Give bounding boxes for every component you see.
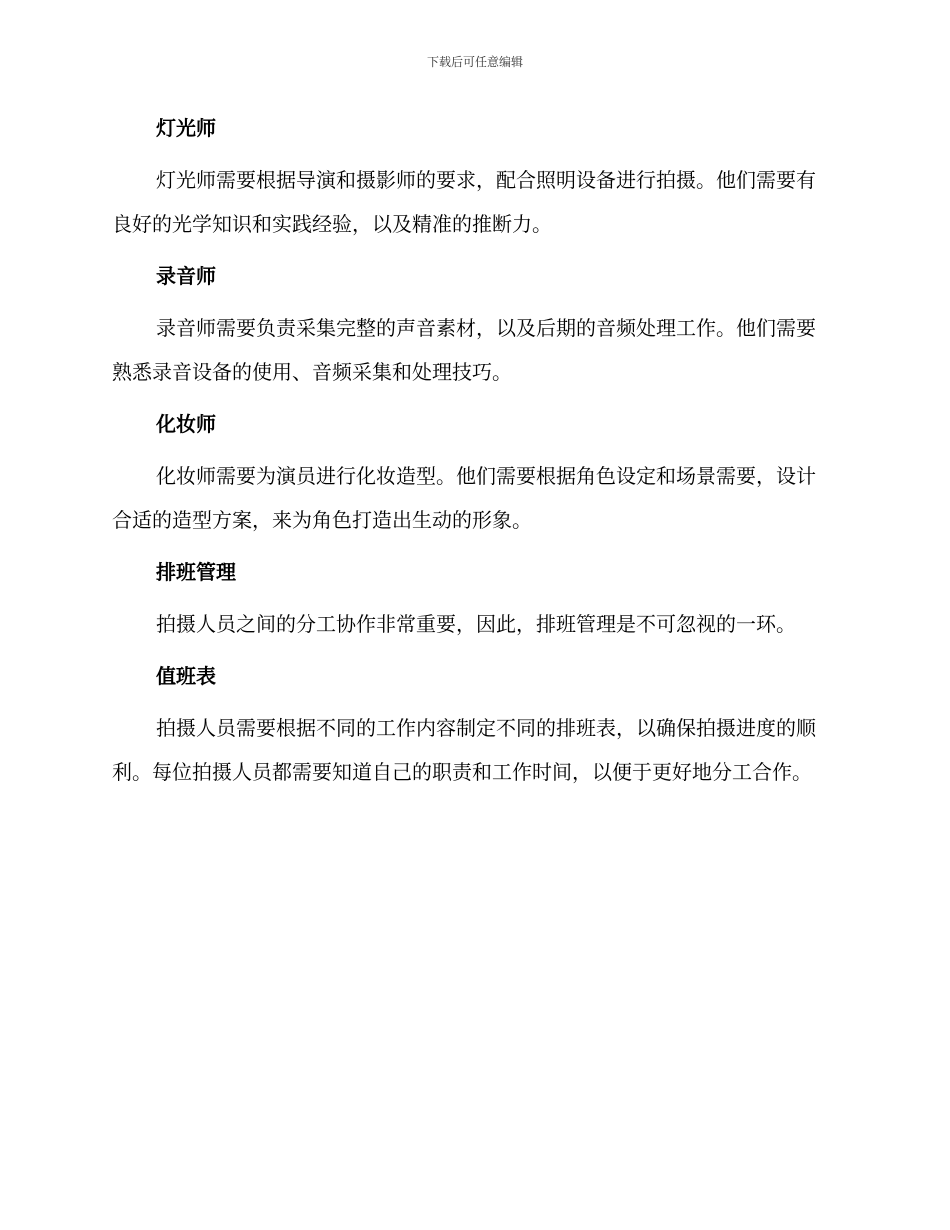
section-duty-roster	[112, 660, 832, 794]
section-heading: 化妆师	[156, 412, 216, 436]
section-sound	[112, 260, 832, 394]
section-makeup	[112, 408, 832, 542]
section-heading: 录音师	[156, 264, 216, 288]
section-lighting	[112, 112, 832, 246]
section-heading: 值班表	[156, 664, 216, 688]
section-paragraph: 灯光师需要根据导演和摄影师的要求，配合照明设备进行拍摄。他们需要有良好的光学知识和实践经验，以及精准的推断力。	[112, 168, 816, 236]
document-body	[112, 112, 832, 808]
page-header-note: 下载后可任意编辑	[426, 55, 523, 69]
section-paragraph: 录音师需要负责采集完整的声音素材，以及后期的音频处理工作。他们需要熟悉录音设备的使用、音频采集和处理技巧。	[112, 316, 816, 384]
section-scheduling	[112, 556, 832, 646]
section-paragraph: 化妆师需要为演员进行化妆造型。他们需要根据角色设定和场景需要，设计合适的造型方案，来为角色打造出生动的形象。	[112, 464, 816, 532]
section-heading: 排班管理	[156, 560, 236, 584]
section-heading: 灯光师	[156, 116, 216, 140]
section-paragraph: 拍摄人员需要根据不同的工作内容制定不同的排班表，以确保拍摄进度的顺利。每位拍摄人员都需要知道自己的职责和工作时间，以便于更好地分工合作。	[112, 716, 816, 784]
section-paragraph: 拍摄人员之间的分工协作非常重要，因此，排班管理是不可忽视的一环。	[156, 612, 796, 636]
